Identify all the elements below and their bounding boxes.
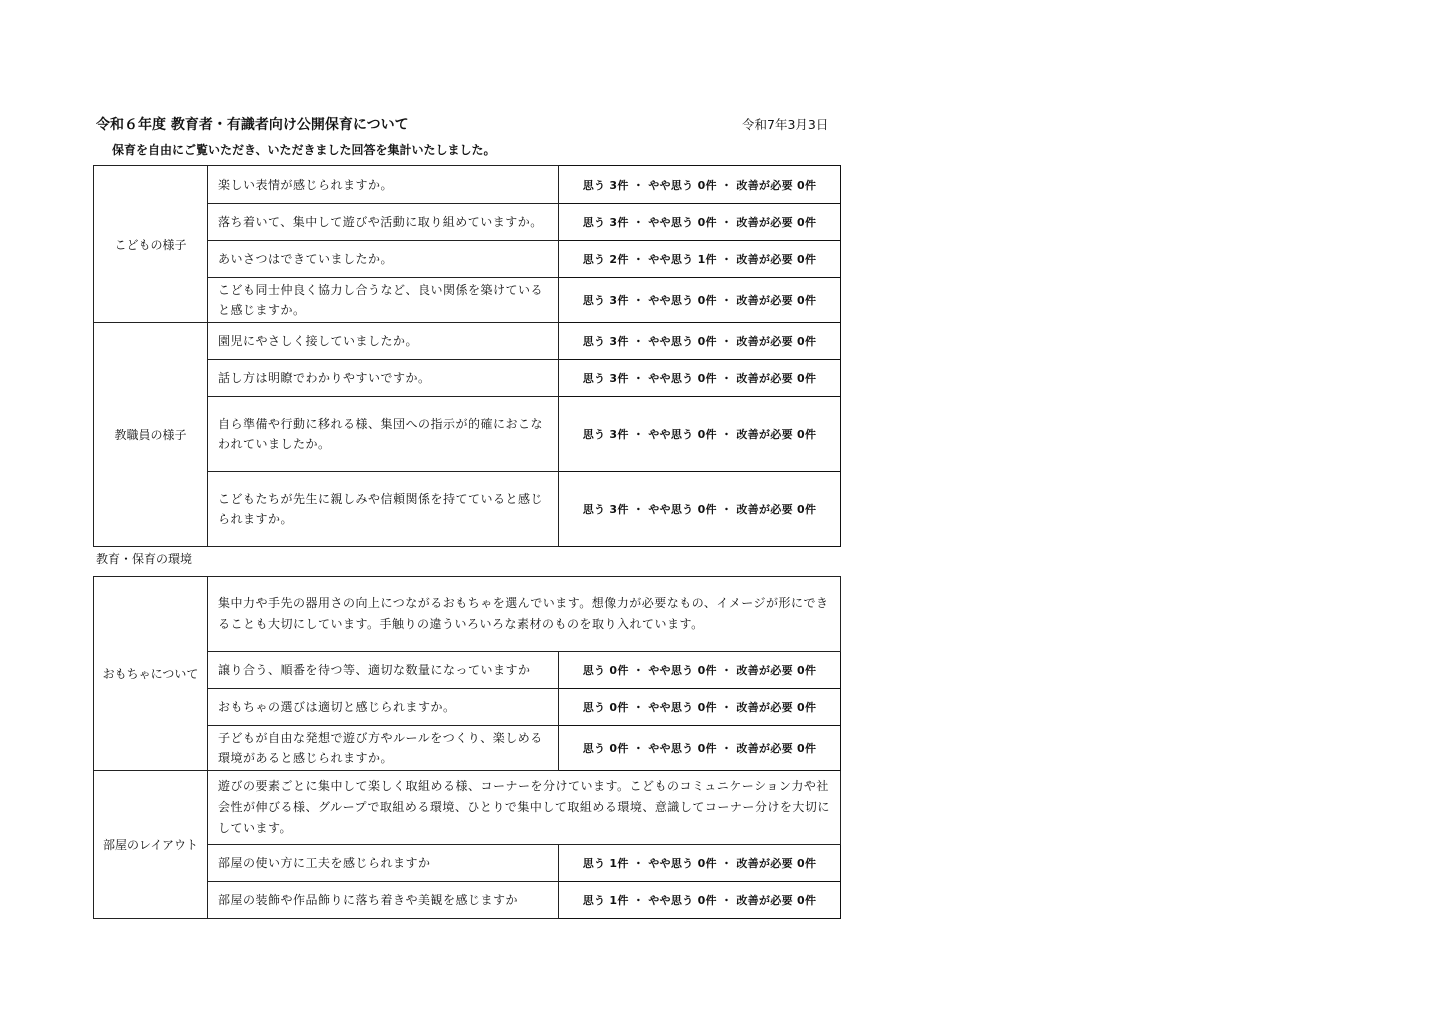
category-toys: おもちゃについて: [94, 577, 208, 771]
table-row: [94, 577, 841, 652]
answer-cell: 思う 3件 ・ やや思う 0件 ・ 改善が必要 0件: [559, 166, 841, 204]
question-cell: こども同士仲良く協力し合うなど、良い関係を築けていると感じますか。: [208, 278, 559, 323]
answer-cell: 思う 3件 ・ やや思う 0件 ・ 改善が必要 0件: [559, 323, 841, 360]
category-children: こどもの様子: [94, 166, 208, 323]
answer-cell: 思う 1件 ・ やや思う 0件 ・ 改善が必要 0件: [559, 845, 841, 882]
question-cell: 部屋の装飾や作品飾りに落ち着きや美観を感じますか: [208, 882, 559, 919]
page-subtitle: 保育を自由にご覧いただき、いただきました回答を集計いたしました。: [112, 143, 496, 157]
answer-cell: 思う 1件 ・ やや思う 0件 ・ 改善が必要 0件: [559, 882, 841, 919]
question-cell: こどもたちが先生に親しみや信頼関係を持てていると感じられますか。: [208, 472, 559, 547]
question-cell: 自ら準備や行動に移れる様、集団への指示が的確におこなわれていましたか。: [208, 397, 559, 472]
document-date: 令和7年3月3日: [742, 117, 829, 132]
note-cell-layout: 遊びの要素ごとに集中して楽しく取組める様、コーナーを分けています。こどものコミュニケーション力や社会性が伸びる様、グループで取組める環境、ひとりで集中して取組める環境、意識してコーナー分けを大切にしています。: [208, 771, 841, 845]
note-cell-toys: 集中力や手先の器用さの向上につながるおもちゃを選んでいます。想像力が必要なもの、イメージが形にできることも大切にしています。手触りの違ういろいろな素材のものを取り入れています。: [208, 577, 841, 652]
question-cell: 部屋の使い方に工夫を感じられますか: [208, 845, 559, 882]
table-row: [94, 323, 841, 360]
survey-table-environment: [93, 576, 841, 919]
question-cell: おもちゃの選びは適切と感じられますか。: [208, 689, 559, 726]
question-cell: あいさつはできていましたか。: [208, 241, 559, 278]
section-title-environment: 教育・保育の環境: [96, 552, 193, 566]
page-title: 令和６年度 教育者・有識者向け公開保育について: [96, 117, 409, 133]
table-row: [94, 166, 841, 204]
question-cell: 子どもが自由な発想で遊び方やルールをつくり、楽しめる環境があると感じられますか。: [208, 726, 559, 771]
question-cell: 園児にやさしく接していましたか。: [208, 323, 559, 360]
answer-cell: 思う 3件 ・ やや思う 0件 ・ 改善が必要 0件: [559, 360, 841, 397]
category-staff: 教職員の様子: [94, 323, 208, 547]
answer-cell: 思う 3件 ・ やや思う 0件 ・ 改善が必要 0件: [559, 397, 841, 472]
answer-cell: 思う 2件 ・ やや思う 1件 ・ 改善が必要 0件: [559, 241, 841, 278]
answer-cell: 思う 3件 ・ やや思う 0件 ・ 改善が必要 0件: [559, 278, 841, 323]
answer-cell: 思う 3件 ・ やや思う 0件 ・ 改善が必要 0件: [559, 472, 841, 547]
answer-cell: 思う 3件 ・ やや思う 0件 ・ 改善が必要 0件: [559, 204, 841, 241]
question-cell: 譲り合う、順番を待つ等、適切な数量になっていますか: [208, 652, 559, 689]
survey-table-children-staff: [93, 165, 841, 547]
table-row: [94, 771, 841, 845]
question-cell: 楽しい表情が感じられますか。: [208, 166, 559, 204]
answer-cell: 思う 0件 ・ やや思う 0件 ・ 改善が必要 0件: [559, 726, 841, 771]
question-cell: 話し方は明瞭でわかりやすいですか。: [208, 360, 559, 397]
category-layout: 部屋のレイアウト: [94, 771, 208, 919]
answer-cell: 思う 0件 ・ やや思う 0件 ・ 改善が必要 0件: [559, 689, 841, 726]
question-cell: 落ち着いて、集中して遊びや活動に取り組めていますか。: [208, 204, 559, 241]
answer-cell: 思う 0件 ・ やや思う 0件 ・ 改善が必要 0件: [559, 652, 841, 689]
